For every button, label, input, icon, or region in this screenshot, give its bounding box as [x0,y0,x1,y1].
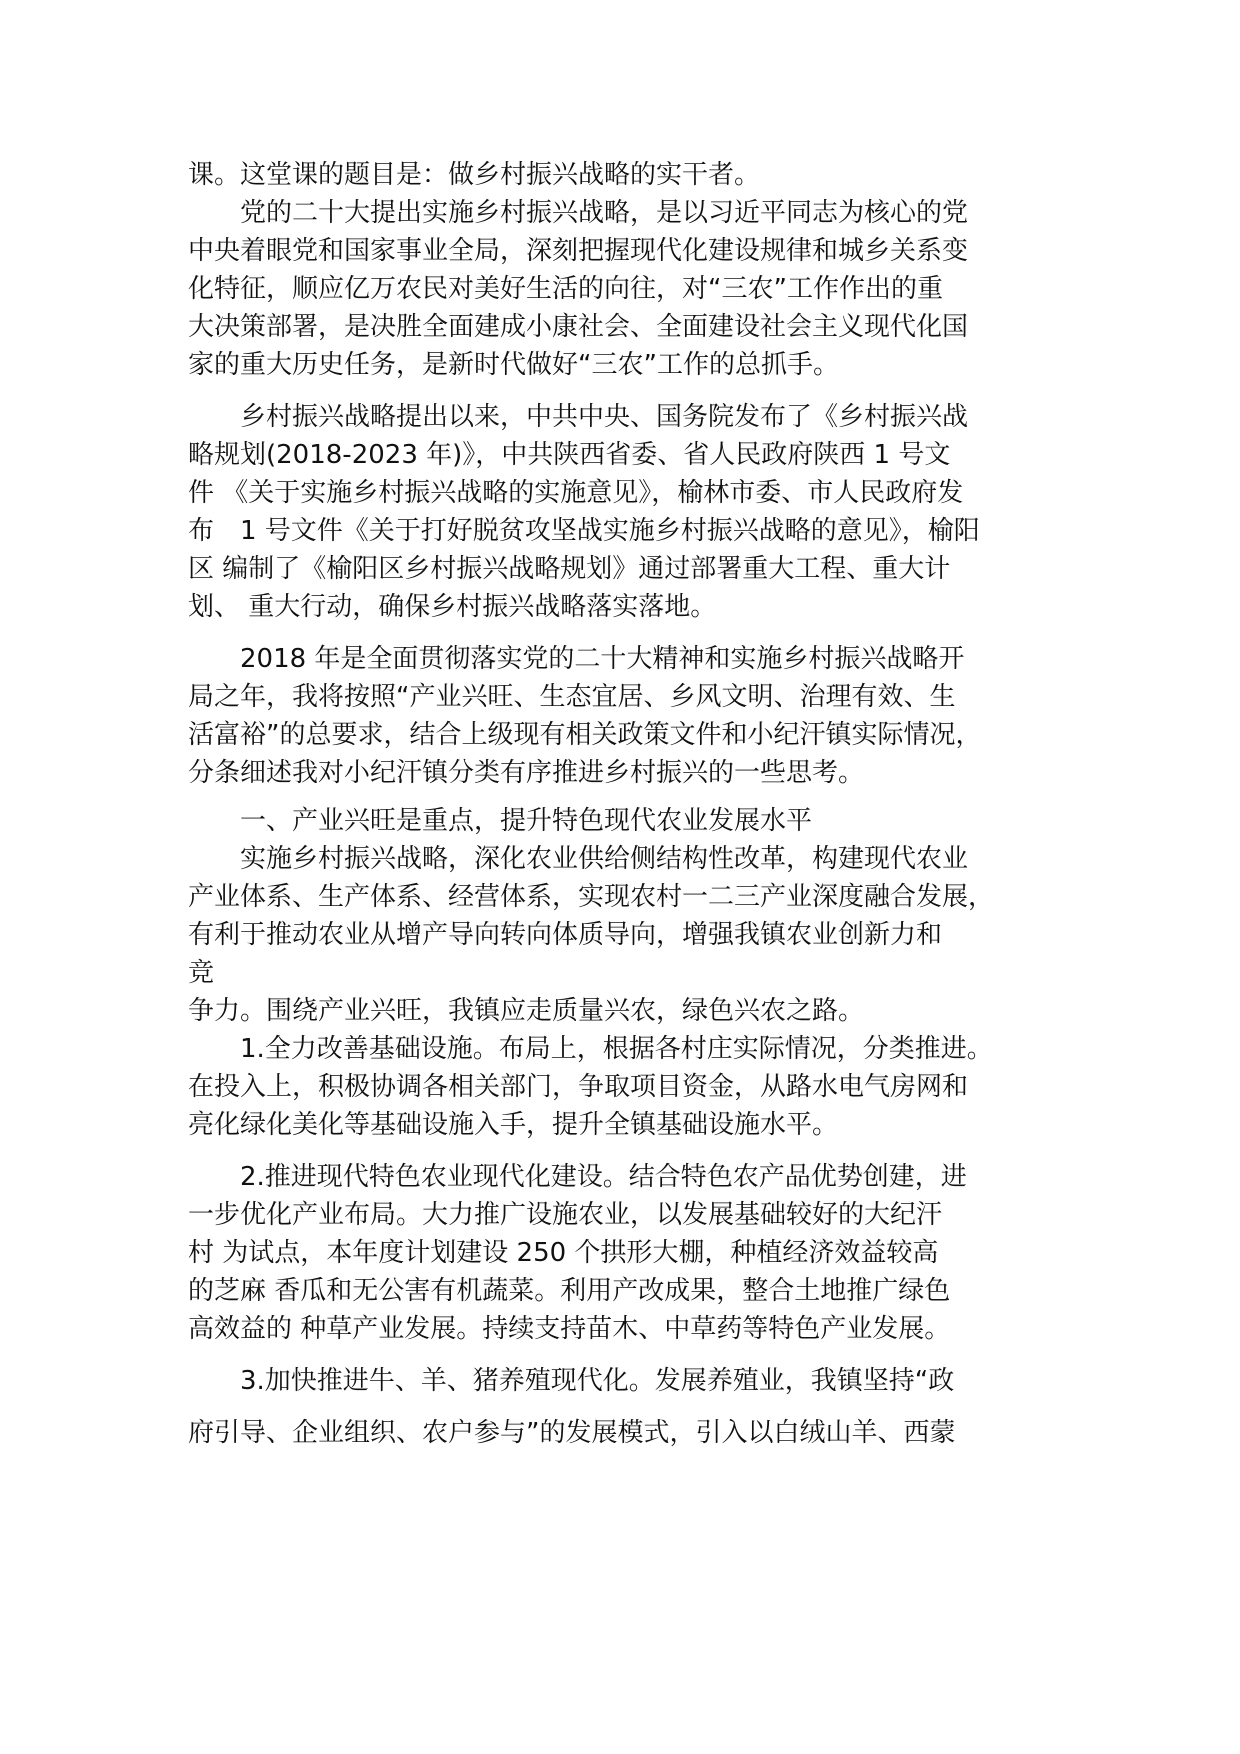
paragraph-line: 亮化绿化美化等基础设施入手，提升全镇基础设施水平。 [188,1110,839,1140]
paragraph-line: 争力。围绕产业兴旺，我镇应走质量兴农，绿色兴农之路。 [188,996,865,1026]
paragraph-line: 实施乡村振兴战略，深化农业供给侧结构性改革，构建现代农业 [240,844,969,874]
intro-line: 课。这堂课的题目是：做乡村振兴战略的实干者。 [188,160,761,190]
section-heading-line: 一、产业兴旺是重点，提升特色现代农业发展水平 [240,806,813,836]
paragraph-2018-plan [188,640,1068,792]
list-item-livestock [188,1362,1068,1452]
paragraph-line: 局之年，我将按照“产业兴旺、生态宜居、乡风文明、治理有效、生 [188,682,956,712]
paragraph-line: 化特征，顺应亿万农民对美好生活的向往，对“三农”工作作出的重 [188,274,943,304]
paragraph-line: 中央着眼党和国家事业全局，深刻把握现代化建设规律和城乡关系变 [188,236,969,266]
paragraph-line: 2.推进现代特色农业现代化建设。结合特色农产品优势创建，进 [240,1162,967,1192]
paragraph-policy-docs [188,398,1068,626]
paragraph-line: 1.全力改善基础设施。布局上，根据各村庄实际情况，分类推进。 [240,1034,993,1064]
paragraph-line: 竞 [188,958,215,988]
paragraph-line: 2018 年是全面贯彻落实党的二十大精神和实施乡村振兴战略开 [240,644,965,674]
paragraph-strategy-intro [188,194,1068,384]
paragraph-line: 活富裕”的总要求，结合上级现有相关政策文件和小纪汗镇实际情况， [188,720,982,750]
paragraph-line: 有利于推动农业从增产导向转向体质导向，增强我镇农业创新力和 [188,920,943,950]
document-body [188,156,1068,1452]
paragraph-line: 划、 重大行动，确保乡村振兴战略落实落地。 [188,592,717,622]
paragraph-line: 区 编制了《榆阳区乡村振兴战略规划》通过部署重大工程、重大计 [188,554,951,584]
paragraph-line: 家的重大历史任务，是新时代做好“三农”工作的总抓手。 [188,350,839,380]
paragraph-line: 产业体系、生产体系、经营体系，实现农村一二三产业深度融合发展， [188,882,995,912]
paragraph-line: 布 1 号文件《关于打好脱贫攻坚战实施乡村振兴战略的意见》，榆阳 [188,516,980,546]
paragraph-line: 分条细述我对小纪汗镇分类有序推进乡村振兴的一些思考。 [188,758,865,788]
paragraph-line: 略规划(2018-2023 年)》，中共陕西省委、省人民政府陕西 1 号文 [188,440,951,470]
paragraph-line: 3.加快推进牛、羊、猪养殖现代化。发展养殖业，我镇坚持“政 [240,1366,955,1396]
list-item-agriculture [188,1158,1068,1348]
paragraph-line: 大决策部署，是决胜全面建成小康社会、全面建设社会主义现代化国 [188,312,969,342]
paragraph-line: 乡村振兴战略提出以来，中共中央、国务院发布了《乡村振兴战 [240,402,969,432]
paragraph-line: 党的二十大提出实施乡村振兴战略，是以习近平同志为核心的党 [240,198,969,228]
paragraph-line: 的芝麻 香瓜和无公害有机蔬菜。利用产改成果，整合土地推广绿色 [188,1276,951,1306]
paragraph-line: 件 《关于实施乡村振兴战略的实施意见》，榆林市委、市人民政府发 [188,478,964,508]
list-item-infrastructure [188,1030,1068,1144]
paragraph-line: 府引导、企业组织、农户参与”的发展模式，引入以白绒山羊、西蒙 [188,1418,956,1448]
paragraph-industry-reform [188,840,1068,1030]
paragraph-line: 在投入上，积极协调各相关部门，争取项目资金，从路水电气房网和 [188,1072,969,1102]
paragraph-line: 村 为试点，本年度计划建设 250 个拱形大棚，种植经济效益较高 [188,1238,939,1268]
paragraph-line: 高效益的 种草产业发展。持续支持苗木、中草药等特色产业发展。 [188,1314,951,1344]
section-heading-industry [188,802,1068,840]
paragraph-line: 一步优化产业布局。大力推广设施农业，以发展基础较好的大纪汗 [188,1200,943,1230]
